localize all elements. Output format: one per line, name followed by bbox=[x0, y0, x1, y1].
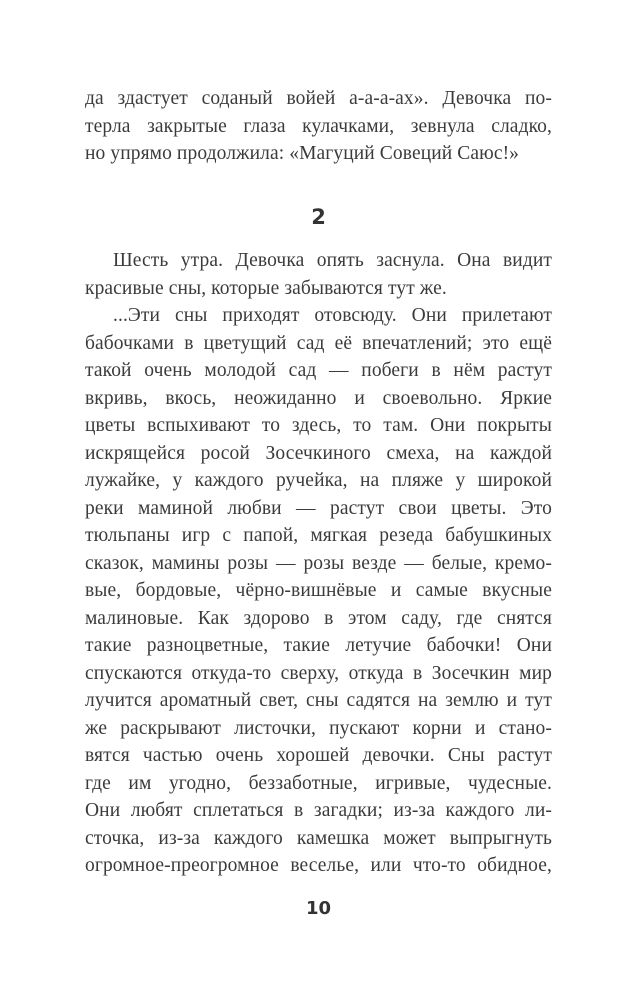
text-line: такие разноцветные, такие летучие бабочки! Они bbox=[85, 635, 552, 656]
text-line: такой очень молодой сад — побеги в нём растут bbox=[85, 360, 552, 381]
text-line: Они любят сплетаться в загадки; из-за каждого ли- bbox=[85, 800, 552, 821]
text-line: лучится ароматный свет, сны садятся на землю и тут bbox=[85, 690, 552, 711]
text-line: вятся частью очень хорошей девочки. Сны растут bbox=[85, 745, 552, 766]
text-line: где им угодно, беззаботные, игривые, чудесные. bbox=[85, 772, 552, 794]
text-line: огромное-преогромное веселье, или что-то обидное, bbox=[85, 855, 552, 876]
text-line: вые, бордовые, чёрно-вишнёвые и самые вкусные bbox=[85, 580, 552, 601]
text-line: красивые сны, которые забываются тут же. bbox=[85, 277, 447, 299]
text-line: же раскрывают листочки, пускают корни и стано- bbox=[85, 717, 552, 739]
text-line: тюльпаны игр с папой, мягкая резеда бабушкиных bbox=[85, 525, 552, 546]
text-line: терла закрытые глаза кулачками, зевнула сладко, bbox=[85, 115, 552, 137]
text-line: но упрямо продолжила: «Магуций Совеций Саюс!» bbox=[85, 143, 520, 164]
text-line: малиновые. Как здорово в этом саду, где снятся bbox=[85, 607, 552, 629]
text-line: вкривь, вкось, неожиданно и своевольно. Яркие bbox=[85, 387, 552, 409]
text-line: сточка, из-за каждого камешка может выпрыгнуть bbox=[85, 827, 552, 849]
chapter-heading: 2 bbox=[311, 204, 326, 229]
text-line: реки маминой любви — растут свои цветы. Это bbox=[85, 497, 552, 519]
text-line: сказок, мамины розы — розы везде — белые, кремо- bbox=[85, 552, 552, 574]
text-line: да здастует соданый войей а-а-а-ах». Девочка по- bbox=[85, 88, 552, 109]
text-line: бабочками в цветущий сад её впечатлений; это ещё bbox=[85, 332, 552, 354]
text-line: искрящейся росой Зосечкиного смеха, на каждой bbox=[85, 442, 552, 464]
text-line: лужайке, у каждого ручейка, на пляже у широкой bbox=[85, 470, 552, 491]
page-number: 10 bbox=[305, 897, 332, 919]
text-line: ...Эти сны приходят отовсюду. Они прилетают bbox=[113, 305, 552, 326]
text-line: спускаются откуда-то сверху, откуда в Зосечкин мир bbox=[85, 662, 552, 684]
text-line: цветы вспыхивают то здесь, то там. Они покрыты bbox=[85, 415, 552, 436]
text-line: Шесть утра. Девочка опять заснула. Она видит bbox=[113, 250, 552, 271]
page-text bbox=[85, 85, 552, 880]
